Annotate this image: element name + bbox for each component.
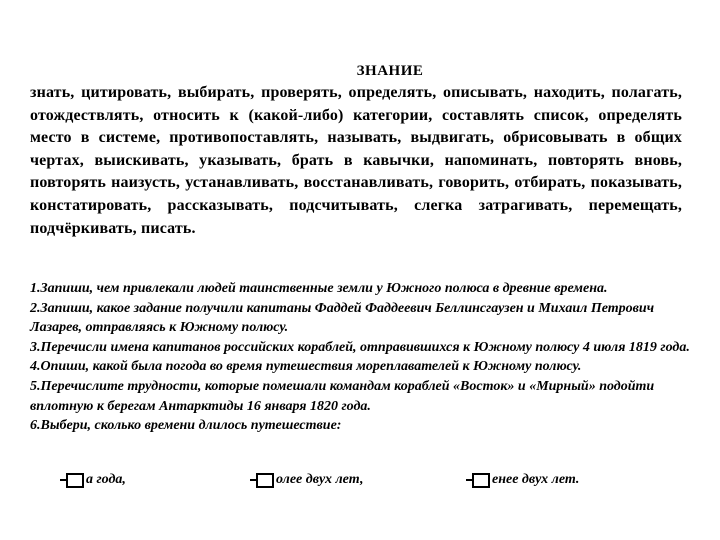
task-list [30,279,690,436]
option-1[interactable] [60,472,126,488]
answer-options [0,472,720,494]
task-item-6: 6.Выбери, сколько времени длилось путешествие: [30,418,342,434]
option-1-label: а года, [86,472,126,487]
verbs-paragraph: знать, цитировать, выбирать, проверять, определять, описывать, находить, полагать, отождествлять, относить к (какой-либо) категории, составлять список, определять место в системе, противопоставлять, называть, выдвигать, обрисовывать в общих чертах, выискивать, указывать, брать в кавычки, напоминать, повторять вновь, повторять наизусть, устанавливать, восстанавливать, говорить, отбирать, показывать, констатировать, рассказывать, подсчитывать, слегка затрагивать, перемещать, подчёркивать, писать. [30,84,682,237]
task-item-2: 2.Запиши, какое задание получили капитаны Фаддей Фаддеевич Беллинсгаузен и Михаил Петрович Лазарев, отправляясь к Южному полюсу. [30,300,655,336]
checkbox-icon[interactable] [466,473,492,488]
task-item-1: 1.Запиши, чем привлекали людей таинственные земли у Южного полюса в древние времена. [30,281,608,296]
checkbox-icon[interactable] [60,473,86,488]
option-2-label: олее двух лет, [276,472,364,487]
task-item-5: 5.Перечислите трудности, которые помешали командам кораблей «Восток» и «Мирный» подойти вплотную к берегам Антарктиды 16 января 1820 года. [30,378,655,414]
task-item-3: 3.Перечисли имена капитанов российских кораблей, отправившихся к Южному полюсу 4 июля 1819 года. [30,339,690,355]
option-3-label: енее двух лет. [492,472,580,487]
option-2[interactable] [250,472,363,488]
option-3[interactable] [466,472,579,488]
task-item-4: 4.Опиши, какой была погода во время путешествия мореплавателей к Южному полюсу. [30,359,582,375]
page-title: ЗНАНИЕ [356,63,424,79]
checkbox-icon[interactable] [250,473,276,488]
